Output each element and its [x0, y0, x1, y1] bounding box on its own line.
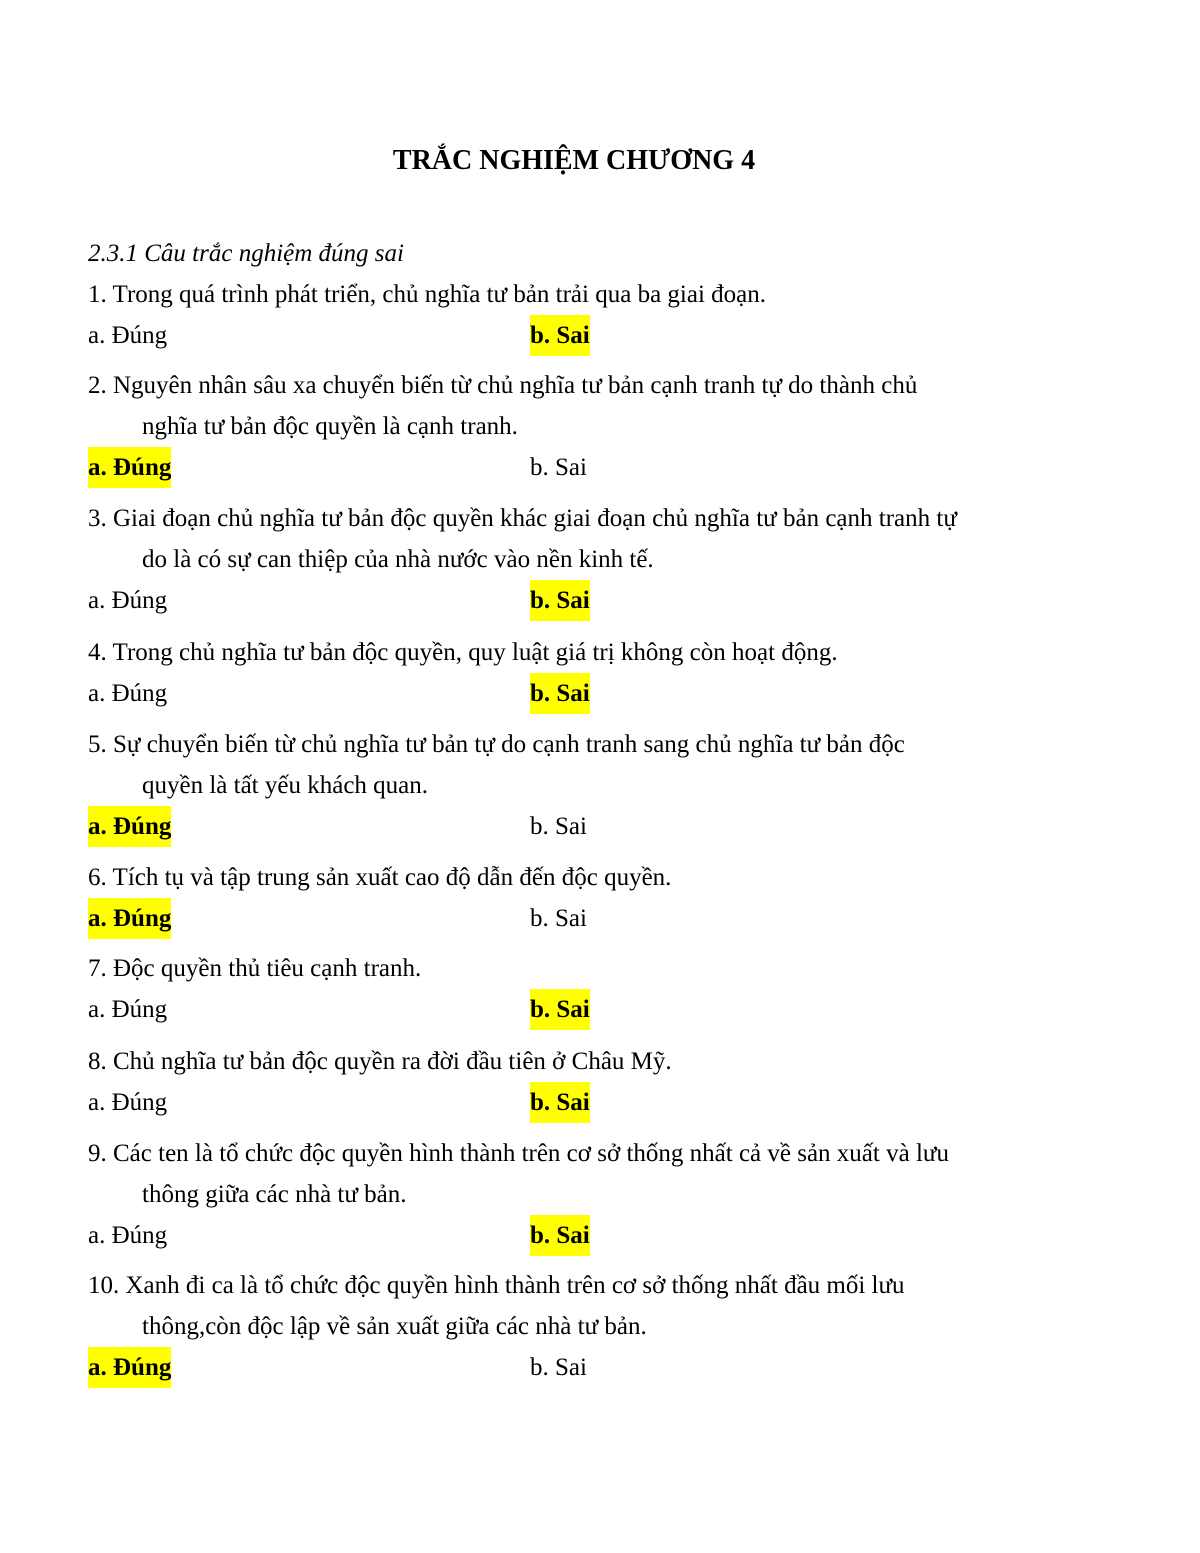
question-text-continued: do là có sự can thiệp của nhà nước vào nền kinh tế. [142, 546, 654, 573]
option-b: b. Sai [530, 1354, 587, 1381]
question-text: 8. Chủ nghĩa tư bản độc quyền ra đời đầu tiên ở Châu Mỹ. [88, 1048, 672, 1075]
option-b: b. Sai [530, 813, 587, 840]
answer-row [0, 315, 1068, 356]
option-a: a. Đúng [88, 1222, 168, 1249]
question-6 [88, 857, 1068, 939]
question-text-continued: nghĩa tư bản độc quyền là cạnh tranh. [142, 413, 518, 440]
answer-row [0, 898, 1068, 939]
question-text: 10. Xanh đi ca là tổ chức độc quyền hình thành trên cơ sở thống nhất đầu mối lưu [88, 1272, 905, 1299]
option-b-correct: b. Sai [530, 315, 590, 356]
option-a: a. Đúng [88, 680, 168, 707]
option-b-correct: b. Sai [530, 1215, 590, 1256]
question-text: 1. Trong quá trình phát triển, chủ nghĩa tư bản trải qua ba giai đoạn. [88, 281, 767, 308]
question-8 [88, 1041, 1068, 1123]
question-text-continued: thông giữa các nhà tư bản. [142, 1181, 407, 1208]
answer-row [0, 673, 1068, 714]
question-1 [88, 274, 1068, 356]
question-text: 2. Nguyên nhân sâu xa chuyển biến từ chủ nghĩa tư bản cạnh tranh tự do thành chủ [88, 372, 918, 399]
answer-row [0, 1215, 1068, 1256]
option-a-correct: a. Đúng [88, 898, 171, 939]
option-b: b. Sai [530, 905, 587, 932]
answer-row [0, 1082, 1068, 1123]
option-a: a. Đúng [88, 1089, 168, 1116]
answer-row [0, 806, 1068, 847]
question-text: 6. Tích tụ và tập trung sản xuất cao độ dẫn đến độc quyền. [88, 864, 672, 891]
answer-row [0, 447, 1068, 488]
question-10 [88, 1265, 1068, 1388]
question-text-continued: quyền là tất yếu khách quan. [142, 772, 429, 799]
section-heading: 2.3.1 Câu trắc nghiệm đúng sai [88, 240, 404, 267]
question-text-continued: thông,còn độc lập về sản xuất giữa các nhà tư bản. [142, 1313, 647, 1340]
answer-row [0, 1347, 1068, 1388]
question-7 [88, 948, 1068, 1030]
answer-row [0, 580, 1068, 621]
question-5 [88, 724, 1068, 847]
option-a-correct: a. Đúng [88, 447, 171, 488]
answer-row [0, 989, 1068, 1030]
question-4 [88, 632, 1068, 714]
option-a: a. Đúng [88, 322, 168, 349]
question-text: 7. Độc quyền thủ tiêu cạnh tranh. [88, 955, 422, 982]
question-text: 9. Các ten là tổ chức độc quyền hình thành trên cơ sở thống nhất cả về sản xuất và lưu [88, 1140, 949, 1167]
option-a: a. Đúng [88, 996, 168, 1023]
option-a: a. Đúng [88, 587, 168, 614]
question-text: 5. Sự chuyển biến từ chủ nghĩa tư bản tự do cạnh tranh sang chủ nghĩa tư bản độc [88, 731, 905, 758]
question-text: 4. Trong chủ nghĩa tư bản độc quyền, quy luật giá trị không còn hoạt động. [88, 639, 838, 666]
option-b: b. Sai [530, 454, 587, 481]
question-2 [88, 365, 1068, 488]
option-a-correct: a. Đúng [88, 806, 171, 847]
option-b-correct: b. Sai [530, 580, 590, 621]
page-title: TRẮC NGHIỆM CHƯƠNG 4 [392, 145, 756, 176]
question-text: 3. Giai đoạn chủ nghĩa tư bản độc quyền khác giai đoạn chủ nghĩa tư bản cạnh tranh tự [88, 505, 957, 532]
option-b-correct: b. Sai [530, 673, 590, 714]
option-b-correct: b. Sai [530, 989, 590, 1030]
question-3 [88, 498, 1068, 621]
option-a-correct: a. Đúng [88, 1347, 171, 1388]
option-b-correct: b. Sai [530, 1082, 590, 1123]
question-9 [88, 1133, 1068, 1256]
